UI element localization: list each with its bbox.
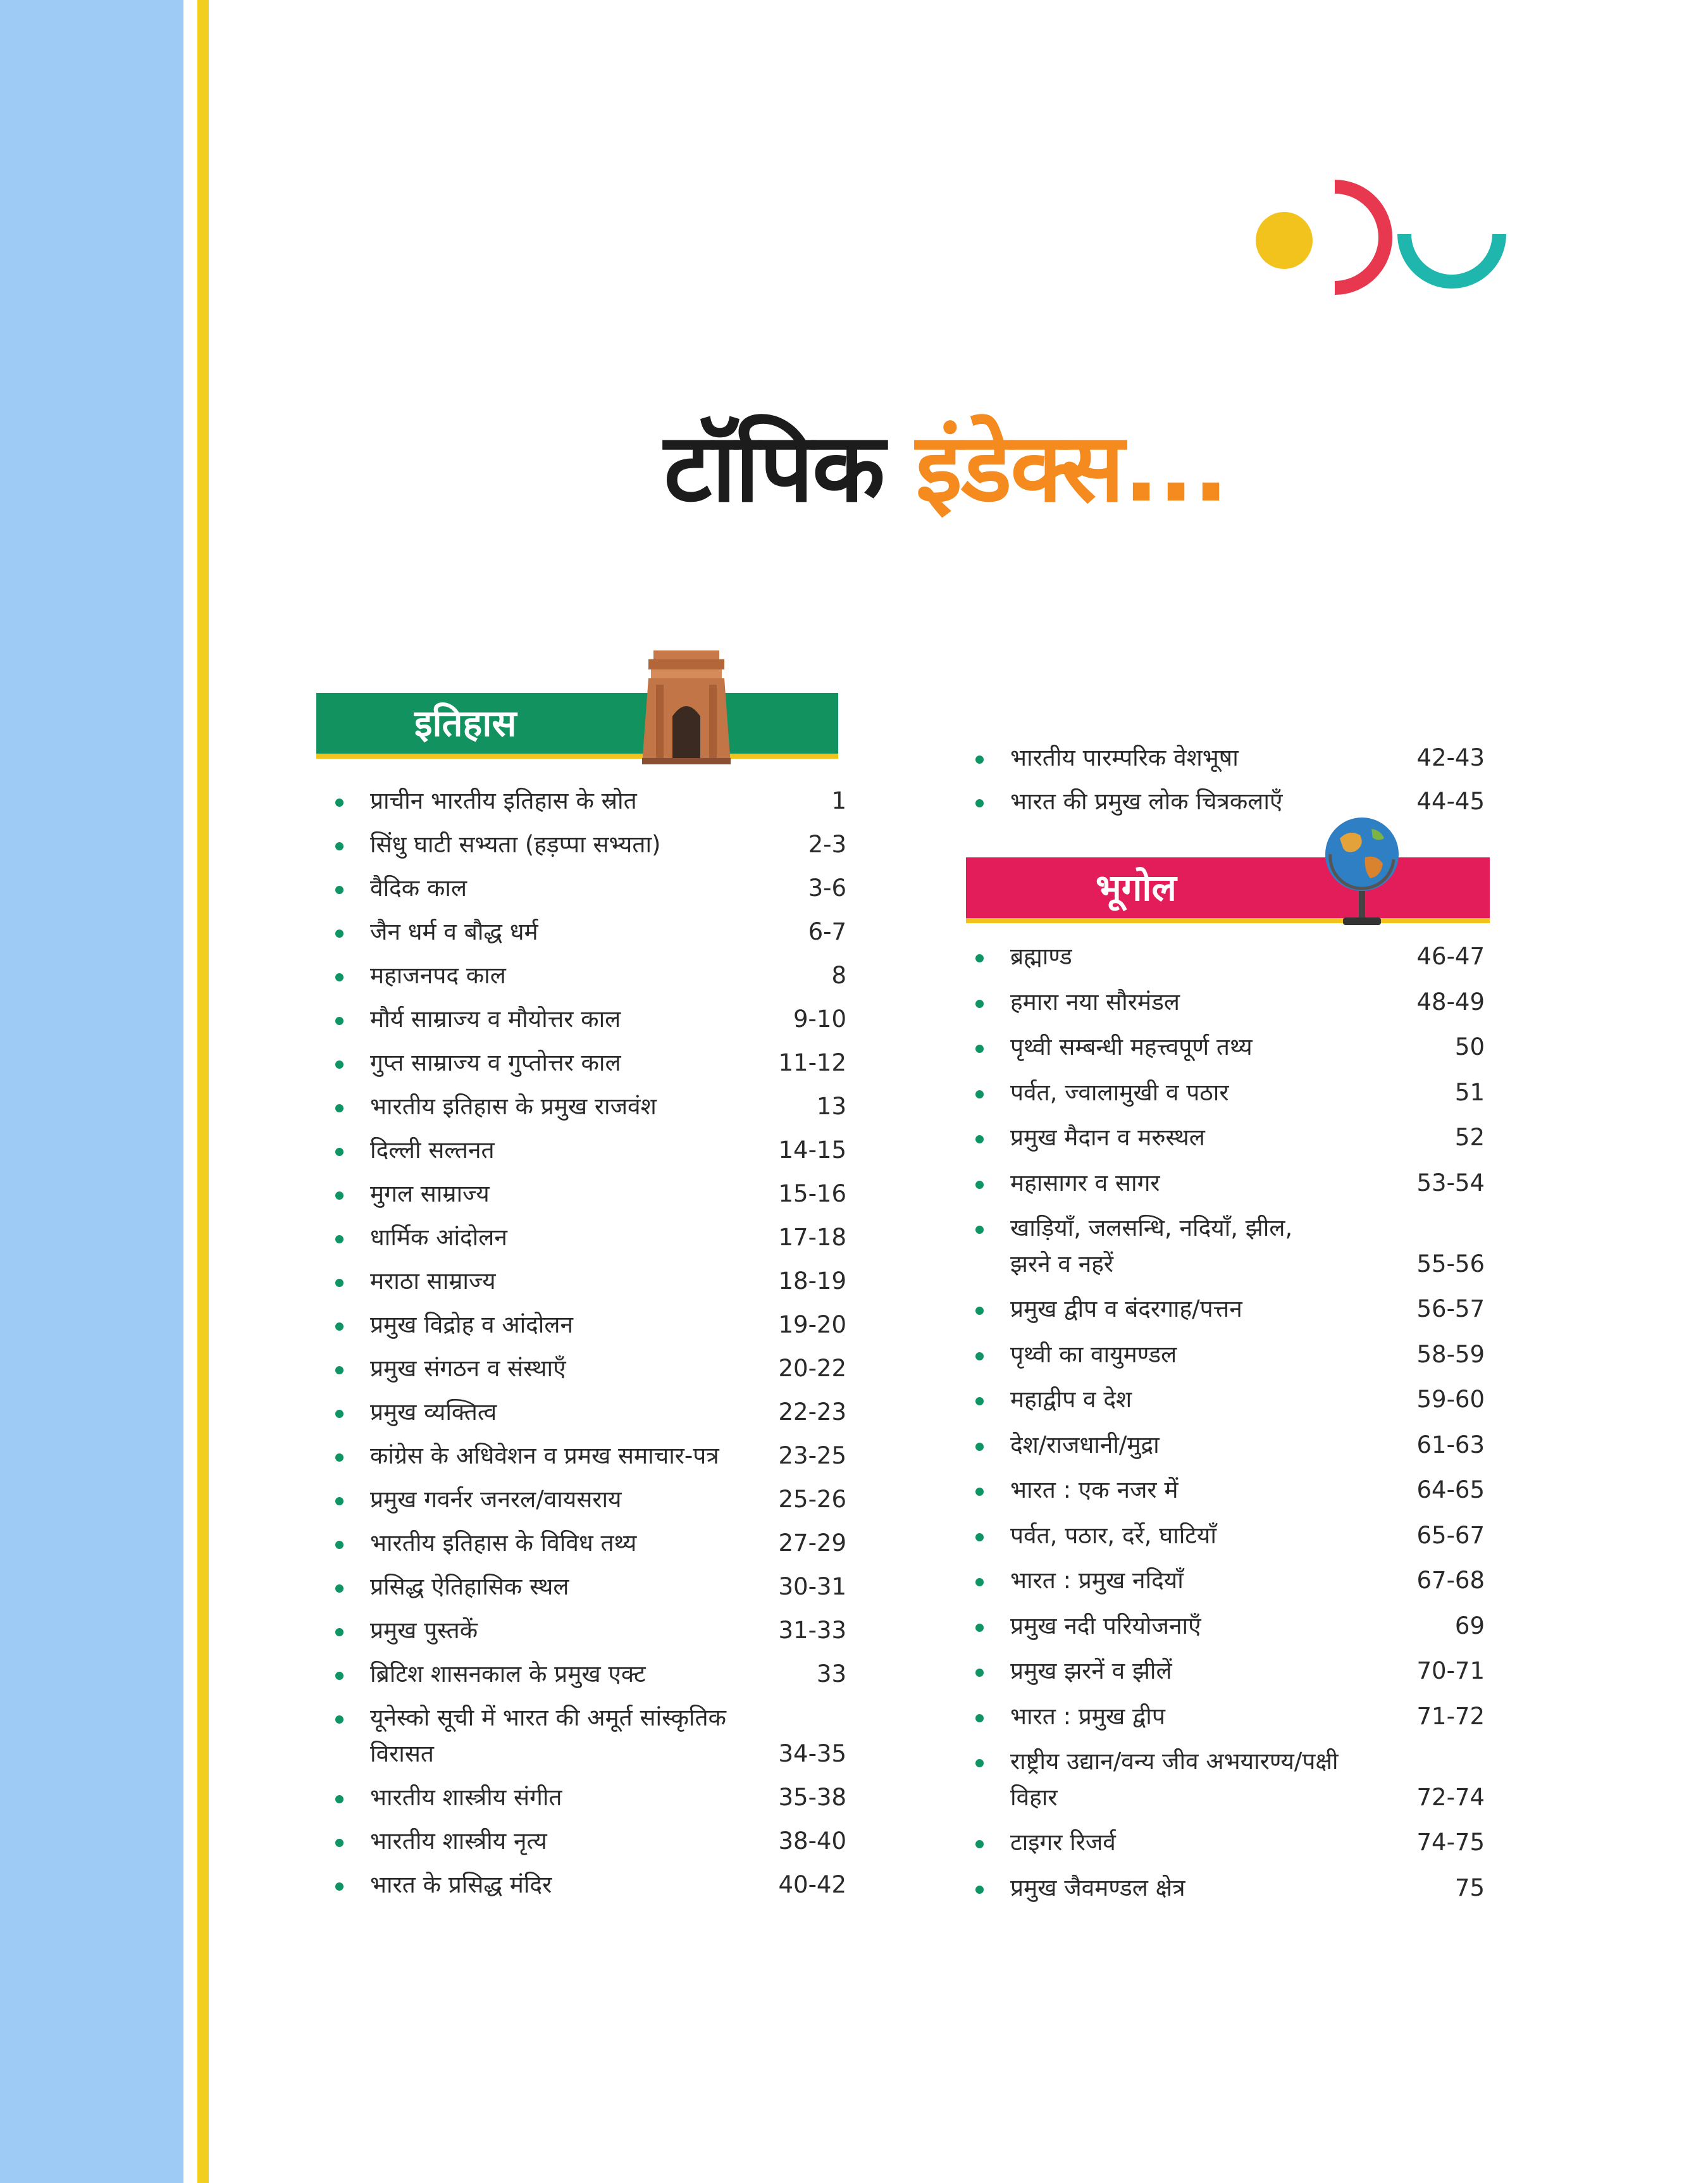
list-item[interactable]: [335, 1307, 846, 1351]
page-number: 42-43: [1416, 744, 1485, 771]
bullet-icon: [975, 1759, 984, 1767]
page-number: 48-49: [1416, 988, 1485, 1016]
topic-text: धार्मिक आंदोलन: [370, 1224, 507, 1251]
topic-text: पर्वत, ज्वालामुखी व पठार: [1010, 1078, 1229, 1106]
list-item[interactable]: [975, 1472, 1485, 1518]
topic-text: प्रमुख मैदान व मरुस्थल: [1010, 1124, 1205, 1151]
bullet-icon: [335, 1628, 343, 1636]
bullet-icon: [975, 799, 984, 807]
bullet-icon: [975, 1624, 984, 1632]
list-item[interactable]: [335, 1089, 846, 1133]
topic-text: दिल्ली सल्तनत: [370, 1136, 495, 1164]
topic-text: प्रमुख जैवमण्डल क्षेत्र: [1010, 1874, 1185, 1901]
history-topic-list: [335, 783, 846, 1911]
list-item[interactable]: [335, 871, 846, 914]
page-number: 53-54: [1416, 1169, 1485, 1197]
page-title: [0, 405, 1708, 532]
topic-text: राष्ट्रीय उद्यान/वन्य जीव अभयारण्य/पक्षी: [1010, 1748, 1339, 1775]
bullet-icon: [975, 1533, 984, 1541]
list-item[interactable]: [335, 1395, 846, 1438]
page-number: 69: [1454, 1612, 1485, 1639]
list-item[interactable]: [975, 1744, 1485, 1825]
topic-text: मराठा साम्राज्य: [370, 1267, 496, 1295]
bullet-icon: [975, 1397, 984, 1405]
page-number: 1: [831, 787, 846, 814]
topic-text: भारतीय शास्त्रीय संगीत: [370, 1784, 562, 1811]
page-number: 72-74: [1416, 1784, 1485, 1811]
list-item[interactable]: [335, 1824, 846, 1867]
page-number: 20-22: [778, 1355, 846, 1382]
bullet-icon: [335, 842, 343, 850]
bullet-icon: [335, 1497, 343, 1505]
bullet-icon: [335, 1453, 343, 1462]
bullet-icon: [975, 954, 984, 962]
topic-text: हमारा नया सौरमंडल: [1010, 988, 1180, 1016]
page-number: 9-10: [793, 1005, 846, 1033]
topic-text: महासागर व सागर: [1010, 1169, 1160, 1197]
page-number: 13: [816, 1093, 846, 1120]
page-number: 27-29: [778, 1529, 846, 1557]
yellow-dot-icon: [1256, 212, 1313, 269]
bullet-icon: [975, 756, 984, 764]
topic-text: देश/राजधानी/मुद्रा: [1010, 1431, 1160, 1458]
topic-text: सिंधु घाटी सभ्यता (हड़प्पा सभ्यता): [370, 831, 661, 858]
page-number: 2-3: [808, 831, 846, 858]
page-number: 34-35: [778, 1740, 846, 1767]
topic-text: महाद्वीप व देश: [1010, 1386, 1132, 1413]
history-header-bar: [316, 693, 838, 754]
history-header: [316, 693, 838, 759]
bullet-icon: [975, 1886, 984, 1894]
topic-text: भारतीय शास्त्रीय नृत्य: [370, 1827, 547, 1855]
topic-text: प्रसिद्ध ऐतिहासिक स्थल: [370, 1573, 569, 1600]
list-item[interactable]: [975, 1563, 1485, 1608]
bullet-icon: [335, 1715, 343, 1724]
list-item[interactable]: [335, 1351, 846, 1395]
topic-text: भारतीय इतिहास के प्रमुख राजवंश: [370, 1093, 657, 1120]
page-number: 6-7: [808, 918, 846, 945]
page-number: 51: [1454, 1078, 1485, 1106]
list-item[interactable]: [975, 1120, 1485, 1166]
topic-text: प्रमुख नदी परियोजनाएँ: [1010, 1612, 1201, 1639]
page-number: 46-47: [1416, 943, 1485, 970]
list-item[interactable]: [335, 783, 846, 827]
topic-text: भारत : प्रमुख नदियाँ: [1010, 1567, 1184, 1594]
topic-text: प्रमुख झरनें व झीलें: [1010, 1657, 1172, 1684]
page-number: 19-20: [778, 1311, 846, 1338]
list-item[interactable]: [335, 1613, 846, 1657]
bullet-icon: [335, 1541, 343, 1549]
topic-text: वैदिक काल: [370, 874, 467, 902]
list-item[interactable]: [335, 1569, 846, 1613]
page-number: 31-33: [778, 1617, 846, 1644]
bullet-icon: [335, 1191, 343, 1200]
list-item[interactable]: [975, 1608, 1485, 1654]
bullet-icon: [335, 1017, 343, 1025]
topic-text: पर्वत, पठार, दर्रे, घाटियाँ: [1010, 1521, 1216, 1549]
list-item[interactable]: [975, 1210, 1485, 1291]
page-number: 17-18: [778, 1224, 846, 1251]
decorative-shapes: [1240, 171, 1525, 297]
red-arc-icon: [1335, 187, 1385, 288]
bullet-icon: [975, 1045, 984, 1053]
topic-text: यूनेस्को सूची में भारत की अमूर्त सांस्कृतिक: [370, 1704, 726, 1731]
page-number: 61-63: [1416, 1431, 1485, 1458]
page-number: 59-60: [1416, 1386, 1485, 1413]
page-number: 71-72: [1416, 1702, 1485, 1730]
list-item[interactable]: [335, 1133, 846, 1176]
bullet-icon: [335, 1235, 343, 1243]
page-number: 8: [831, 962, 846, 989]
topic-text: प्रमुख द्वीप व बंदरगाह/पत्तन: [1010, 1295, 1242, 1322]
topic-text: प्रमुख संगठन व संस्थाएँ: [370, 1355, 566, 1382]
bullet-icon: [975, 1181, 984, 1189]
page-number: 52: [1454, 1124, 1485, 1151]
bullet-icon: [335, 1322, 343, 1331]
bullet-icon: [975, 1578, 984, 1586]
bullet-icon: [975, 1000, 984, 1008]
page-number: 55-56: [1416, 1250, 1485, 1278]
topic-text-line2: झरने व नहरें: [1010, 1250, 1114, 1278]
list-item[interactable]: [335, 1700, 846, 1780]
left-yellow-line: [197, 0, 209, 2183]
topic-text: भारतीय इतिहास के विविध तथ्य: [370, 1529, 637, 1557]
title-part-orange: इंडेक्स...: [915, 413, 1228, 523]
left-blue-band: [0, 0, 183, 2183]
list-item[interactable]: [335, 1438, 846, 1482]
page-number: 44-45: [1416, 788, 1485, 815]
list-item[interactable]: [335, 958, 846, 1002]
page-number: 18-19: [778, 1267, 846, 1295]
topic-text: मुगल साम्राज्य: [370, 1180, 490, 1207]
topic-text: भारतीय पारम्परिक वेशभूषा: [1010, 744, 1239, 771]
topic-text: भारत : प्रमुख द्वीप: [1010, 1702, 1165, 1730]
list-item[interactable]: [975, 1825, 1485, 1870]
topic-text: प्रमुख पुस्तकें: [370, 1617, 478, 1644]
topic-text: गुप्त साम्राज्य व गुप्तोत्तर काल: [370, 1049, 621, 1076]
geography-header-underline: [966, 918, 1490, 923]
india-gate-icon: [623, 640, 750, 764]
history-header-underline: [316, 754, 838, 759]
list-item[interactable]: [975, 1518, 1485, 1564]
bullet-icon: [975, 1443, 984, 1451]
page-number: 3-6: [808, 874, 846, 902]
list-item[interactable]: [975, 784, 1485, 828]
bullet-icon: [335, 1672, 343, 1680]
bullet-icon: [975, 1840, 984, 1848]
history-continued-list: [975, 740, 1485, 828]
topic-text-line2: विहार: [1010, 1784, 1058, 1811]
page-number: 33: [816, 1660, 846, 1688]
list-item[interactable]: [335, 1526, 846, 1569]
geography-heading: भूगोल: [1096, 866, 1177, 909]
bullet-icon: [335, 1410, 343, 1418]
list-item[interactable]: [975, 939, 1485, 985]
list-item[interactable]: [975, 1029, 1485, 1075]
topic-text: भारत के प्रसिद्ध मंदिर: [370, 1871, 552, 1898]
page-number: 23-25: [778, 1442, 846, 1469]
page-number: 65-67: [1416, 1521, 1485, 1549]
topic-text: खाड़ियाँ, जलसन्धि, नदियाँ, झील,: [1010, 1214, 1293, 1241]
list-item[interactable]: [975, 1166, 1485, 1211]
bullet-icon: [335, 1839, 343, 1847]
topic-text: पृथ्वी का वायुमण्डल: [1010, 1340, 1177, 1368]
page-number: 38-40: [778, 1827, 846, 1855]
bullet-icon: [975, 1090, 984, 1098]
page-number: 67-68: [1416, 1567, 1485, 1594]
bullet-icon: [975, 1135, 984, 1143]
page-number: 64-65: [1416, 1476, 1485, 1503]
list-item[interactable]: [335, 1867, 846, 1911]
page-number: 35-38: [778, 1784, 846, 1811]
list-item[interactable]: [335, 1482, 846, 1526]
list-item[interactable]: [335, 1045, 846, 1089]
list-item[interactable]: [975, 1291, 1485, 1337]
topic-text: ब्रिटिश शासनकाल के प्रमुख एक्ट: [370, 1660, 646, 1688]
list-item[interactable]: [975, 740, 1485, 784]
page-number: 11-12: [778, 1049, 846, 1076]
topic-text: प्रमुख व्यक्तित्व: [370, 1398, 497, 1426]
topic-text: मौर्य साम्राज्य व मौयोत्तर काल: [370, 1005, 621, 1033]
page-number: 22-23: [778, 1398, 846, 1426]
globe-icon: [1321, 810, 1403, 930]
topic-text: कांग्रेस के अधिवेशन व प्रमख समाचार-पत्र: [370, 1442, 719, 1469]
topic-text: प्राचीन भारतीय इतिहास के स्रोत: [370, 787, 637, 814]
bullet-icon: [335, 1584, 343, 1593]
topic-text: जैन धर्म व बौद्ध धर्म: [370, 918, 538, 945]
page-number: 40-42: [778, 1871, 846, 1898]
list-item[interactable]: [975, 1427, 1485, 1473]
topic-text: पृथ्वी सम्बन्धी महत्त्वपूर्ण तथ्य: [1010, 1033, 1253, 1060]
bullet-icon: [335, 799, 343, 807]
list-item[interactable]: [335, 1002, 846, 1045]
page-number: 74-75: [1416, 1829, 1485, 1856]
list-item[interactable]: [975, 985, 1485, 1030]
bullet-icon: [335, 886, 343, 894]
page-number: 75: [1454, 1874, 1485, 1901]
bullet-icon: [975, 1352, 984, 1360]
topic-text: प्रमुख गवर्नर जनरल/वायसराय: [370, 1486, 622, 1513]
teal-arc-icon: [1404, 234, 1499, 282]
list-item[interactable]: [335, 1657, 846, 1700]
list-item[interactable]: [335, 827, 846, 871]
page-number: 50: [1454, 1033, 1485, 1060]
bullet-icon: [975, 1226, 984, 1234]
topic-text: ब्रह्माण्ड: [1010, 943, 1072, 970]
bullet-icon: [335, 973, 343, 981]
topic-text: भारत की प्रमुख लोक चित्रकलाएँ: [1010, 788, 1283, 815]
bullet-icon: [335, 1279, 343, 1287]
bullet-icon: [335, 1366, 343, 1374]
bullet-icon: [335, 1060, 343, 1069]
list-item[interactable]: [335, 1264, 846, 1307]
list-item[interactable]: [975, 1337, 1485, 1383]
page-number: 25-26: [778, 1486, 846, 1513]
page-number: 30-31: [778, 1573, 846, 1600]
topic-text: महाजनपद काल: [370, 962, 506, 989]
topic-text-line2: विरासत: [370, 1740, 434, 1767]
bullet-icon: [335, 930, 343, 938]
list-item[interactable]: [975, 1870, 1485, 1916]
list-item[interactable]: [975, 1699, 1485, 1745]
topic-text: प्रमुख विद्रोह व आंदोलन: [370, 1311, 573, 1338]
bullet-icon: [335, 1795, 343, 1803]
list-item[interactable]: [975, 1653, 1485, 1699]
list-item[interactable]: [975, 1075, 1485, 1121]
list-item[interactable]: [335, 1780, 846, 1824]
bullet-icon: [975, 1669, 984, 1677]
list-item[interactable]: [335, 1220, 846, 1264]
bullet-icon: [335, 1882, 343, 1891]
bullet-icon: [335, 1148, 343, 1156]
bullet-icon: [975, 1307, 984, 1315]
page-number: 14-15: [778, 1136, 846, 1164]
geography-header: [966, 857, 1490, 923]
page-number: 15-16: [778, 1180, 846, 1207]
title-part-black: टॉपिक: [664, 413, 884, 523]
list-item[interactable]: [975, 1382, 1485, 1427]
page-number: 70-71: [1416, 1657, 1485, 1684]
page-number: 58-59: [1416, 1340, 1485, 1368]
topic-text: टाइगर रिजर्व: [1010, 1829, 1116, 1856]
geography-header-bar: [966, 857, 1490, 918]
bullet-icon: [335, 1104, 343, 1112]
bullet-icon: [975, 1488, 984, 1496]
history-heading: इतिहास: [414, 702, 517, 745]
page-number: 56-57: [1416, 1295, 1485, 1322]
topic-text: भारत : एक नजर में: [1010, 1476, 1179, 1503]
list-item[interactable]: [335, 914, 846, 958]
bullet-icon: [975, 1714, 984, 1722]
list-item[interactable]: [335, 1176, 846, 1220]
geography-topic-list: [975, 939, 1485, 1915]
